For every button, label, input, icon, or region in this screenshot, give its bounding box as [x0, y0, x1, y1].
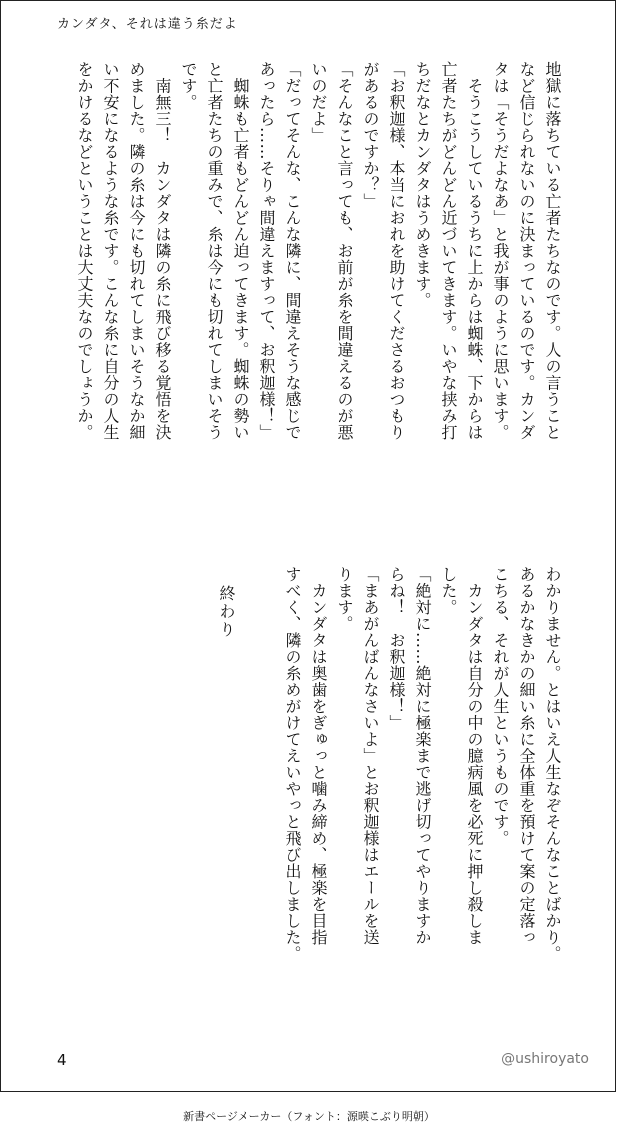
body-text-upper: 地獄に落ちている亡者たちなのです。人の言うこと など信じられないのに決まっているのです。カンダ タは「そうだよなあ」と我が事のように思います。 そうこうしているうちに上からは蜘蛛、下からは 亡者たちがどんどん近づいてきます。いやな挟み打 ちだなとカンダタはうめきます。 「お釈迦様、本当におれを助けてくださるおつもり があるのですか？」 「そんなこと言っても、お前が糸を間違えるのが悪 いのだよ」 「だってそんな、こんな隣に、間違えそうな感じで あったら……そりゃ間違えますって、お釈迦様！」 蜘蛛も亡者もどんどん迫ってきます。蜘蛛の勢い と亡者たちの重みで、糸は今にも切れてしまいそう です。 南無三！ カンダタは隣の糸に飛び移る覚悟を決 めました。隣の糸は今にも切れてしまいそうなか細 い不安になるような糸です。こんな糸に自分の人生 をかけるなどということは大丈夫なのでしょうか。	[75, 61, 562, 441]
footer-credit: 新書ページメーカー（フォント：源暎こぶり明朝）	[183, 1110, 435, 1123]
running-title: カンダタ、それは違う糸だよ	[57, 17, 238, 32]
end-mark: 終わり	[217, 585, 236, 639]
page-number: 4	[57, 1051, 67, 1069]
body-text-lower: わかりません。とはいえ人生なぞそんなことばかり。 あるかなきかの細い糸に全体重を預けて案の定落っ こちる、それが人生というものです。 カンダタは自分の中の臆病風を必死に押し殺しま した。 「絶対に……絶対に極楽まで逃げ切ってやりますか らね！ お釈迦様！」 「まあがんばんなさいよ」とお釈迦様はエールを送 ります。 カンダタは奥歯をぎゅっと噛み締め、極楽を目指 すべく、隣の糸めがけてえいやっと飛び出しました。	[283, 566, 562, 962]
author-handle: @ushiroyato	[501, 1051, 589, 1067]
